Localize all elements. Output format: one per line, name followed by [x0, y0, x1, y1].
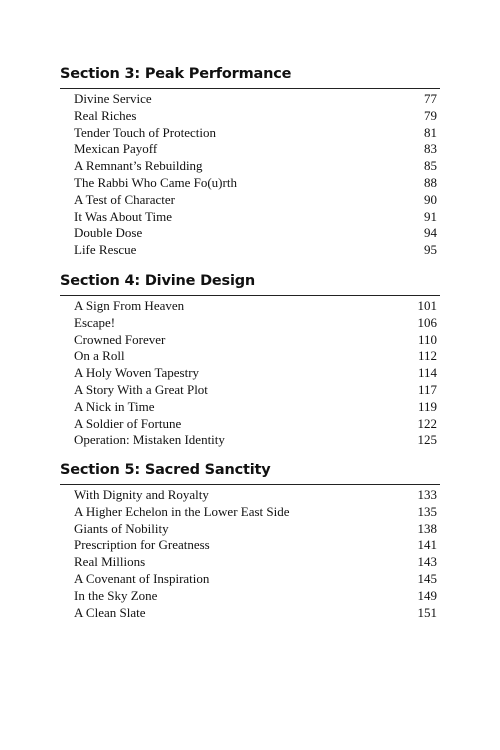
toc-entry — [60, 192, 440, 209]
toc-entry — [60, 399, 440, 416]
entry-page-number: 114 — [417, 365, 437, 381]
entry-title: Real Millions — [74, 554, 146, 570]
entry-page-number: 85 — [424, 158, 437, 174]
entry-page-number: 79 — [424, 107, 437, 123]
toc-entry — [60, 175, 440, 192]
entry-page-number: 106 — [417, 314, 437, 330]
toc-entry — [60, 588, 440, 605]
entry-title: A Remnant’s Rebuilding — [74, 158, 203, 174]
entry-title: On a Roll — [74, 348, 125, 364]
toc-entry — [60, 158, 440, 175]
entry-page-number: 91 — [424, 208, 437, 224]
section-title: Section 5: Sacred Sanctity — [60, 462, 271, 478]
section-divider — [60, 88, 440, 89]
entry-title: Real Riches — [74, 107, 137, 123]
entry-title: Life Rescue — [74, 242, 137, 258]
entry-title: With Dignity and Royalty — [74, 487, 209, 502]
entry-title: The Rabbi Who Came Fo(u)rth — [74, 174, 237, 190]
section-title: Section 4: Divine Design — [60, 273, 256, 289]
entry-title: Mexican Payoff — [74, 141, 158, 157]
section-divider — [60, 295, 440, 296]
toc-entry — [60, 382, 440, 399]
entry-title: It Was About Time — [74, 208, 173, 224]
entry-page-number: 81 — [424, 124, 437, 140]
entry-title: A Holy Woven Tapestry — [74, 365, 200, 381]
entry-title: A Soldier of Fortune — [74, 415, 182, 431]
entry-title: A Nick in Time — [74, 398, 155, 414]
entry-page-number: 83 — [424, 141, 437, 157]
entry-page-number: 138 — [417, 520, 437, 536]
toc-entry — [60, 365, 440, 382]
toc-entry — [60, 315, 440, 332]
toc-section-3 — [60, 65, 440, 259]
entry-title: A Clean Slate — [74, 604, 146, 620]
toc-entry — [60, 416, 440, 433]
entry-title: Double Dose — [74, 225, 143, 241]
entry-page-number: 143 — [417, 554, 437, 570]
toc-entry — [60, 125, 440, 142]
entry-page-number: 145 — [417, 570, 437, 586]
entry-page-number: 112 — [417, 348, 437, 364]
toc-entry — [60, 504, 440, 521]
entry-page-number: 119 — [417, 398, 437, 414]
entry-page-number: 90 — [424, 191, 437, 207]
toc-section-4 — [60, 272, 440, 449]
entry-title: A Story With a Great Plot — [74, 381, 208, 397]
entry-page-number: 122 — [417, 415, 437, 431]
toc-entry — [60, 521, 440, 538]
entry-page-number: 110 — [417, 331, 437, 347]
toc-section-5 — [60, 461, 440, 621]
entry-page-number: 135 — [417, 503, 437, 519]
toc-entry — [60, 91, 440, 108]
entry-page-number: 151 — [417, 604, 437, 620]
entry-title: Escape! — [74, 314, 116, 330]
toc-entry — [60, 108, 440, 125]
entry-list — [60, 91, 440, 259]
entry-title: Prescription for Greatness — [74, 537, 210, 553]
toc-entry — [60, 332, 440, 349]
toc-entry — [60, 225, 440, 242]
entry-title: A Sign From Heaven — [74, 298, 185, 313]
entry-page-number: 149 — [417, 587, 437, 603]
entry-page-number: 125 — [417, 432, 437, 448]
entry-page-number: 95 — [424, 242, 437, 258]
entry-page-number: 94 — [424, 225, 437, 241]
toc-entry — [60, 554, 440, 571]
entry-title: A Covenant of Inspiration — [74, 570, 210, 586]
entry-list — [60, 298, 440, 449]
toc-entry — [60, 298, 440, 315]
entry-page-number: 133 — [417, 487, 437, 502]
toc-entry — [60, 571, 440, 588]
entry-title: Crowned Forever — [74, 331, 166, 347]
toc-entry — [60, 209, 440, 226]
entry-title: Giants of Nobility — [74, 520, 169, 536]
entry-page-number: 101 — [417, 298, 437, 313]
section-title: Section 3: Peak Performance — [60, 66, 292, 82]
entry-title: Operation: Mistaken Identity — [74, 432, 225, 448]
toc-entry — [60, 348, 440, 365]
entry-title: Tender Touch of Protection — [74, 124, 216, 140]
section-divider — [60, 484, 440, 485]
entry-title: A Test of Character — [74, 191, 176, 207]
toc-entry — [60, 605, 440, 622]
entry-title: A Higher Echelon in the Lower East Side — [74, 503, 290, 519]
entry-list — [60, 487, 440, 621]
toc-entry — [60, 487, 440, 504]
entry-page-number: 117 — [417, 381, 437, 397]
toc-entry — [60, 141, 440, 158]
entry-page-number: 141 — [417, 537, 437, 553]
entry-title: Divine Service — [74, 91, 152, 106]
toc-entry — [60, 432, 440, 449]
toc-entry — [60, 537, 440, 554]
entry-page-number: 88 — [424, 174, 437, 190]
toc-entry — [60, 242, 440, 259]
entry-page-number: 77 — [424, 91, 437, 106]
entry-title: In the Sky Zone — [74, 587, 158, 603]
